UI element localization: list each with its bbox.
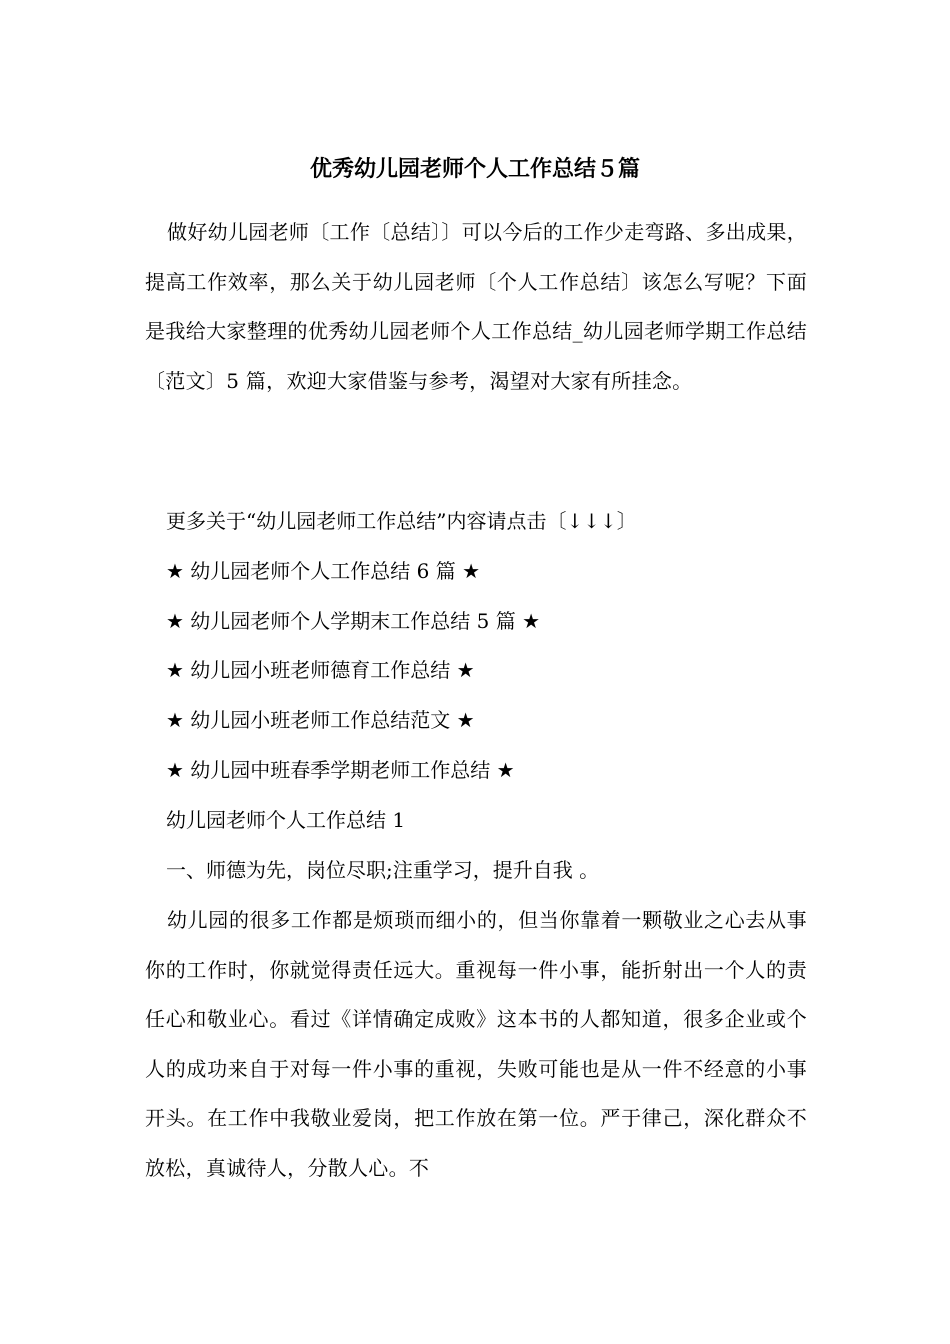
more-prompt: 更多关于“幼儿园老师工作总结”内容请点击〔↓↓↓〕 bbox=[166, 509, 637, 533]
related-link-label: 幼儿园小班老师德育工作总结 bbox=[190, 658, 451, 682]
star-icon: ★ bbox=[462, 559, 481, 583]
related-link-5[interactable] bbox=[166, 753, 806, 787]
star-icon: ★ bbox=[166, 658, 184, 682]
star-icon: ★ bbox=[456, 708, 475, 732]
star-icon: ★ bbox=[522, 609, 541, 633]
related-link-1[interactable] bbox=[166, 554, 806, 588]
intro-paragraph: 做好幼儿园老师〔工作〔总结〕〕可以今后的工作少走弯路、多出成果，提高工作效率，那么关于幼儿园老师〔个人工作总结〕该怎么写呢？下面是我给大家整理的优秀幼儿园老师个人工作总结_幼儿园老师学期工作总结〔范文〕5 篇，欢迎大家借鉴与参考，渴望对大家有所挂念。 bbox=[145, 220, 807, 393]
related-link-label: 幼儿园老师个人工作总结 6 篇 bbox=[190, 559, 456, 583]
star-icon: ★ bbox=[496, 758, 515, 782]
star-icon: ★ bbox=[166, 609, 184, 633]
document-title: 优秀幼儿园老师个人工作总结５篇 bbox=[309, 157, 640, 182]
star-icon: ★ bbox=[166, 559, 184, 583]
star-icon: ★ bbox=[456, 658, 475, 682]
section-heading: 幼儿园老师个人工作总结 1 bbox=[166, 808, 406, 832]
related-link-label: 幼儿园老师个人学期末工作总结 5 篇 bbox=[190, 609, 516, 633]
related-link-2[interactable] bbox=[166, 604, 806, 638]
subheading: 一、师德为先，岗位尽职;注重学习，提升自我 。 bbox=[166, 858, 600, 882]
related-link-3[interactable] bbox=[166, 653, 806, 687]
related-link-4[interactable] bbox=[166, 703, 806, 737]
related-link-label: 幼儿园中班春季学期老师工作总结 bbox=[190, 758, 491, 782]
body-paragraph: 幼儿园的很多工作都是烦琐而细小的，但当你靠着一颗敬业之心去从事你的工作时，你就觉得责任远大。重视每一件小事，能折射出一个人的责任心和敬业心。看过《详情确定成败》这本书的人都知道，很多企业或个人的成功来自于对每一件小事的重视，失败可能也是从一件不经意的小事开头。在工作中我敬业爱岗，把工作放在第一位。严于律己，深化群众不放松，真诚待人，分散人心。不 bbox=[145, 908, 807, 1180]
star-icon: ★ bbox=[166, 758, 184, 782]
star-icon: ★ bbox=[166, 708, 184, 732]
related-link-label: 幼儿园小班老师工作总结范文 bbox=[190, 708, 451, 732]
